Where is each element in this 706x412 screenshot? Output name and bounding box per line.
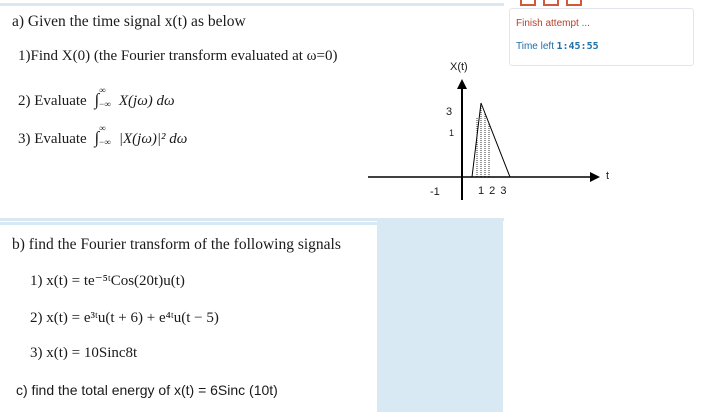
graph-t-label: t [606, 170, 610, 182]
time-left-value: 1:45:55 [556, 41, 599, 52]
finish-attempt-link[interactable]: Finish attempt ... [516, 18, 590, 29]
x-axis-arrow-icon [590, 172, 600, 182]
graph-x-neg1: -1 [430, 186, 440, 198]
part-a-item1: 1)Find X(0) (the Fourier transform evaluated at ω=0) [18, 48, 338, 64]
content-strip [377, 220, 503, 412]
nav-question-box[interactable] [543, 0, 559, 6]
part-b-item3: 3) x(t) = 10Sinc8t [30, 345, 138, 361]
part-b-item1: 1) x(t) = te⁻⁵ᵗCos(20t)u(t) [30, 273, 185, 289]
part-b-item2: 2) x(t) = e³ᵗu(t + 6) + e⁴ᵗu(t − 5) [30, 310, 219, 326]
graph-y-label: X(t) [450, 61, 468, 73]
part-b-title: b) find the Fourier transform of the following signals [12, 236, 341, 253]
graph-tick-1: 1 [449, 128, 455, 138]
item2-expr: X(jω) dω [118, 93, 175, 109]
nav-question-box[interactable] [520, 0, 536, 6]
integral-lower: −∞ [99, 99, 111, 109]
item3-expr: |X(jω)|² dω [118, 131, 188, 147]
integral-lower: −∞ [99, 137, 111, 147]
integral-upper: ∞ [99, 123, 106, 133]
part-a-item3 [18, 123, 188, 148]
part-a-item2 [18, 85, 175, 110]
y-axis-arrow-icon [457, 79, 467, 89]
time-left-label: Time left [516, 41, 554, 52]
timer [516, 41, 599, 52]
item3-prefix: 3) Evaluate [18, 131, 87, 147]
integral-sign-icon: ∫ [94, 128, 100, 147]
integral-sign-icon: ∫ [94, 90, 100, 109]
quiz-nav-card [509, 8, 694, 66]
item2-prefix: 2) Evaluate [18, 93, 87, 109]
part-c-title: c) find the total energy of x(t) = 6Sinc (10t) [16, 382, 278, 398]
nav-question-box[interactable] [566, 0, 582, 6]
graph-x-ticks: 1 2 3 [478, 185, 508, 197]
part-a-title: a) Given the time signal x(t) as below [12, 13, 246, 30]
top-border [0, 3, 504, 6]
graph-tick-3: 3 [446, 106, 453, 118]
integral-upper: ∞ [99, 85, 106, 95]
